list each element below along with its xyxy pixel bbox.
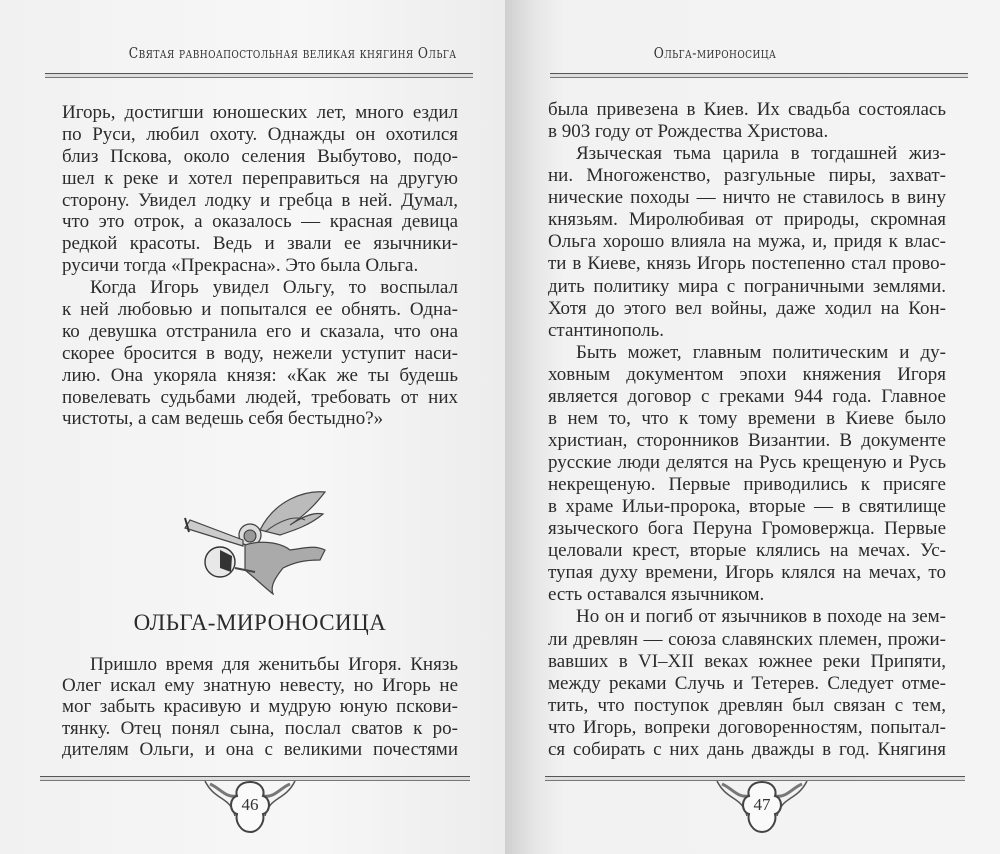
text-line: ли древлян — союза славянских племен, прожи- <box>548 628 946 650</box>
text-line: есть оставался язычником. <box>548 584 765 606</box>
text-line: мог забыть красивую и мудрую юную пскови- <box>62 696 458 718</box>
text-line: Игорь, достигши юношеских лет, много ездил <box>62 102 458 123</box>
text-line: близ Пскова, около селения Выбутово, подо- <box>62 145 458 167</box>
text-line: Быть может, главным политическим и ду- <box>576 341 946 363</box>
section-heading: ОЛЬГА-МИРОНОСИЦА <box>133 610 387 635</box>
text-line: дить политику мира с пограничными землями. <box>548 275 946 297</box>
text-block <box>548 99 946 761</box>
header-rule <box>550 73 968 78</box>
text-line: князьям. Миролюбивая от природы, скромная <box>548 209 946 231</box>
right-page <box>505 0 1000 854</box>
text-line: тить, что поступок древлян был связан с тем, <box>548 694 946 716</box>
text-line: тянку. Отец понял сына, послал сватов к ро- <box>62 717 458 739</box>
text-line: лию. Она укоряла князя: «Как же ты будешь <box>62 364 458 386</box>
text-line: некрещеную. Первые приводились к присяге <box>548 474 946 496</box>
text-line: чистоты, а сам ведешь себя бестыдно?» <box>62 408 384 430</box>
text-line: Когда Игорь увидел Ольгу, то воспылал <box>90 277 458 299</box>
text-line: является договор с греками 944 года. Главное <box>548 385 946 407</box>
text-line: ти в Киеве, князь Игорь постепенно стал прово- <box>548 253 946 275</box>
text-line: ко девушка отстранила его и сказала, что она <box>62 320 458 342</box>
text-line: Языческая тьма царила в тогдашней жиз- <box>576 143 946 165</box>
page-number: 46 <box>241 795 259 814</box>
text-line: Но он и погиб от язычников в походе на зем- <box>576 606 946 628</box>
text-line: к ней любовью и попытался ее обнять. Одна- <box>62 299 458 321</box>
text-line: повелевать судьбами людей, требовать от них <box>62 386 458 408</box>
text-line: скорее бросится в воду, нежели уступит наси- <box>62 342 458 364</box>
text-line: дителям Ольги, и она с великими почестями <box>62 738 458 760</box>
page-number: 47 <box>753 795 771 814</box>
text-block <box>62 654 458 760</box>
text-line: христиан, сторонников Византии. В документе <box>548 429 946 451</box>
text-line: Хотя до этого вел войны, даже ходил на Кон- <box>548 297 946 319</box>
text-line: была привезена в Киев. Их свадьба состоялась <box>548 99 946 120</box>
text-line: сторону. Увидел лодку и гребца в ней. Думал, <box>62 189 458 211</box>
text-line: русские люди делятся на Русь крещеную и Русь <box>548 452 946 473</box>
text-line: что Игорь, вопреки договоренностям, попытал- <box>548 716 946 738</box>
text-line: нические походы — ничто не ставилось в вину <box>548 187 946 209</box>
text-line: в 903 году от Рождества Христова. <box>548 121 829 143</box>
text-line: между реками Случь и Тетерев. Следует отме- <box>548 672 946 694</box>
text-line: целовали крест, вторые клялись на мечах. Ус- <box>548 540 946 562</box>
text-line: тупая духу времени, Игорь клялся на мечах, то <box>548 562 946 584</box>
text-line: по Руси, любил охоту. Однажды он охотился <box>62 123 458 145</box>
text-block <box>62 102 458 430</box>
text-line: Олег искал ему знатную невесту, но Игорь не <box>62 675 458 697</box>
text-line: ни. Многоженство, разгульные пиры, захват- <box>548 165 946 187</box>
text-line: что это отрок, а оказалось — красная девица <box>62 211 458 233</box>
text-line: языческого бога Перуна Громовержца. Первые <box>548 518 946 540</box>
text-line: в нем то, что к тому времени в Киеве было <box>548 407 946 429</box>
running-head: Святая равноапостольная великая княгиня Ольга <box>128 44 457 62</box>
text-line: в храме Ильи-пророка, вторые — в святилище <box>548 496 946 518</box>
text-line: Пришло время для женитьбы Игоря. Князь <box>90 654 458 675</box>
text-line: русичи тогда «Прекрасна». Это была Ольга. <box>62 255 419 277</box>
text-line: вавших в VI–XII веках южнее реки Припяти, <box>548 650 946 672</box>
angel-illustration-icon <box>165 490 345 595</box>
text-line: шел к реке и хотел переправиться на другую <box>62 167 458 189</box>
text-line: ся собирать с них дань дважды в год. Княгиня <box>548 738 946 760</box>
header-rule <box>45 73 473 78</box>
text-line: редкой красоты. Ведь и звали ее язычники- <box>62 233 458 255</box>
running-head: Ольга-мироносица <box>653 44 777 62</box>
text-line: Ольга хорошо влияла на мужа, и, придя к влас- <box>548 231 946 253</box>
text-line: стантинополь. <box>548 319 665 341</box>
text-line: ховным документом эпохи княжения Игоря <box>548 363 946 385</box>
